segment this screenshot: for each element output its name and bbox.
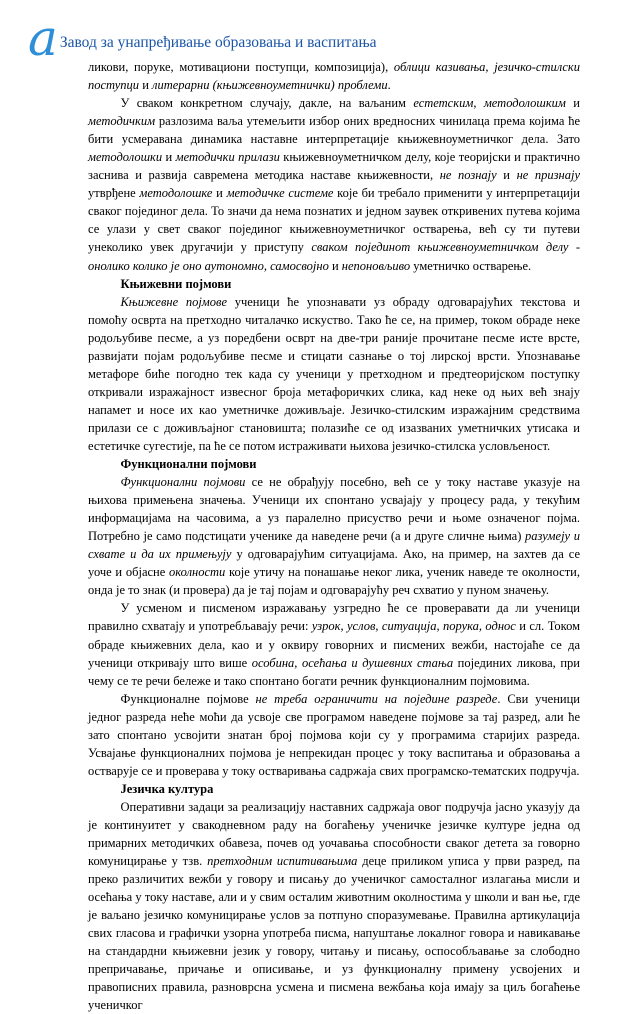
- text-run: Функционалне појмове: [120, 691, 256, 706]
- italic-run: методички прилази: [175, 150, 280, 165]
- paragraph-6: [88, 690, 580, 780]
- italic-run: методичким: [88, 114, 156, 129]
- text-run: се не обрађују посебно, већ се у току наставе указује на њихова примењена значења. Ученици их спонтано усвајају у процесу рада, у текућим информацијама на часовима, а уз паралелно присуство речи и њоме означеног појма. Потребно је само подстицати ученике да наведене речи (а и друге сличне њима): [88, 475, 580, 544]
- text-run: и: [565, 96, 580, 111]
- paragraph-3: [88, 293, 580, 455]
- text-run: разлозима ваља утемељити избор оних вредносних чинилаца према којима ће бити усмеравана динамика наставне интерпретације књижевноуметничког дела. Зато: [88, 114, 580, 147]
- institute-logo-letter: a: [28, 9, 58, 67]
- text-run: .: [387, 78, 391, 93]
- italic-run: литерарни (књижевноуметнички) проблеми: [152, 78, 388, 93]
- text-run: и: [496, 168, 517, 183]
- text-run: У усменом и писменом изражавању узгредно ће се проверавати да ли ученици правилно схватају и употребљавају речи:: [88, 601, 580, 634]
- paragraph-7: [88, 798, 580, 1014]
- italic-run: методолошким: [483, 96, 566, 111]
- header-title: Завод за унапређивање образовања и васпитања: [59, 34, 377, 51]
- text-run: и сл. Током обраде књижевних дела, као и у оквиру говорних и писмених вежби, настојаће се да ученици откривају што више: [88, 619, 580, 670]
- italic-run: методолошки: [88, 150, 163, 165]
- text-run: појединих ликова, при чему се те речи бележе и тако спонтано богати речник функционалним појмовима.: [88, 655, 580, 688]
- text-run: У сваком конкретном случају, дакле, на ваљаним: [120, 96, 414, 111]
- text-run: које утичу на понашање неког лика, ученик наведе те околности, онда је то знак (и провера) да је тај појам и одговарајућу реч схватио у пуном значењу.: [88, 565, 580, 598]
- text-run: уметничко остварење.: [410, 258, 532, 273]
- body-text: [88, 58, 580, 1014]
- text-run: и: [212, 186, 227, 201]
- italic-run: разумеју и схвате и да их примењују: [88, 529, 580, 562]
- italic-run: сваком појединоm књижевноуметничком делу - онолико колико је оно аутономно, самосвојно: [88, 240, 581, 273]
- italic-run: не треба ограничити на поједине разреде: [255, 691, 498, 706]
- italic-run: облици казивања, језичко-стилски поступци: [88, 60, 581, 93]
- paragraph-4: [88, 473, 580, 599]
- italic-run: методичке системе: [226, 186, 334, 201]
- text-run: Оперативни задаци за реализацију наставних садржаја овог подручја јасно указују да је континуитет у свакодневном раду на богаћењу ученичке језичке културе једна од примарних методичких обавеза, почев од уочавања способности сваког детета за говорно комуницирање у тзв.: [88, 799, 580, 869]
- italic-run: Функционални појмови: [120, 475, 246, 490]
- paragraph-1: [88, 58, 580, 94]
- italic-run: особина, осећања и душевних стања: [251, 655, 454, 670]
- text-run: деце приликом уписа у први разред, па преко различитих вежби у говору и писању до ученичког самосталног излагања мисли и осећања у току наставе, али и у свим осталим животним околностима у школи и ван ње, где је ваљано језичко комуницирање услов за потпуно споразумевање. Правилна артикулација свих гласова и графички узорна употреба писма, напуштање локалног говора и навикавање на стандардни књижевни језик у говору, читању и писању, оспособљавање за слободно препричавање, причање и описивање, и уз функционалну примену усвојених и правописних правила, разноврсна усмена и писмена вежбања која имају за циљ богаћење ученичког: [88, 854, 581, 1013]
- text-run: ученици ће упознавати уз обраду одговарајућих текстова и помоћу осврта на претходно читалачко искуство. Тако ће се, на пример, током обраде неке родољубиве песме, а уз поредбени осврт на две-три раније прочитане песме исте врсте, развијати појам родољубиве песме и стицати сазнање о тој лирској врсти. Упознавање метафоре биће погодно тек када су ученици у претходном и предтеоријском поступку откривали изражајност извесног броја метафоричких слика, кад неке од њих већ знају напамет и носе их као уметничке доживљаје. Језичко-стилским изражајним средствима прилази се с доживљајног становишта; полазиће се од изазваних уметничких утисака и естетичке сугестије, па ће се потом истраживати њихова језичко-стилска условљеност.: [88, 294, 580, 453]
- text-run: и: [162, 150, 176, 165]
- italic-run: методолошке: [139, 186, 213, 201]
- italic-run: околности: [169, 565, 226, 580]
- italic-run: не познају: [439, 168, 497, 183]
- text-run: које би требало применити у интерпретацији сваког појединог дела. То значи да нема познатих и једном заувек откривених путева којима се улази у свет сваког појединог књижевноуметничког остварења, већ су ти путеви унеколико увек другачији у приступу: [88, 186, 580, 255]
- italic-run: Књижевне појмове: [120, 294, 227, 309]
- text-run: ,: [473, 96, 484, 111]
- text-run: у одговарајућим ситуацијама. Ако, на пример, на захтев да се уоче и објасне: [88, 547, 580, 580]
- italic-run: не признају: [516, 168, 580, 183]
- text-run: ликови, поруке, мотивациони поступци, композиција),: [88, 60, 394, 74]
- page-header: [28, 9, 377, 67]
- text-run: и: [139, 78, 153, 93]
- paragraph-5: [88, 599, 580, 689]
- italic-run: естетским: [413, 96, 474, 111]
- text-run: утврђене: [88, 186, 140, 201]
- section-heading-functional-concepts: Функционални појмови: [120, 457, 257, 472]
- text-run: књижевноуметничком делу, које теоријски и практично заснива и развија савремена методика наставе књижевности,: [88, 150, 580, 183]
- italic-run: непоновљиво: [341, 258, 411, 273]
- italic-run: узрок, услов, ситуација, порука, однос: [311, 619, 516, 634]
- paragraph-2: [88, 94, 580, 274]
- section-heading-literary-concepts: Књижевни појмови: [120, 276, 232, 291]
- section-heading-language-culture: Језичка култура: [120, 781, 214, 796]
- text-run: и: [328, 258, 342, 273]
- italic-run: претходним испитивањима: [207, 854, 358, 869]
- text-run: . Сви ученици једног разреда неће моћи да усвоје све програмом наведене појмове за тај разред, али ће зато спонтано усвојити знатан број појмова који су у програмима старијих разреда. Усвајање функционалних појмова је непрекидан процес у току васпитања и образовања а остварује се и проверава у току остваривања садржаја свих програмско-тематских подручја.: [88, 691, 580, 778]
